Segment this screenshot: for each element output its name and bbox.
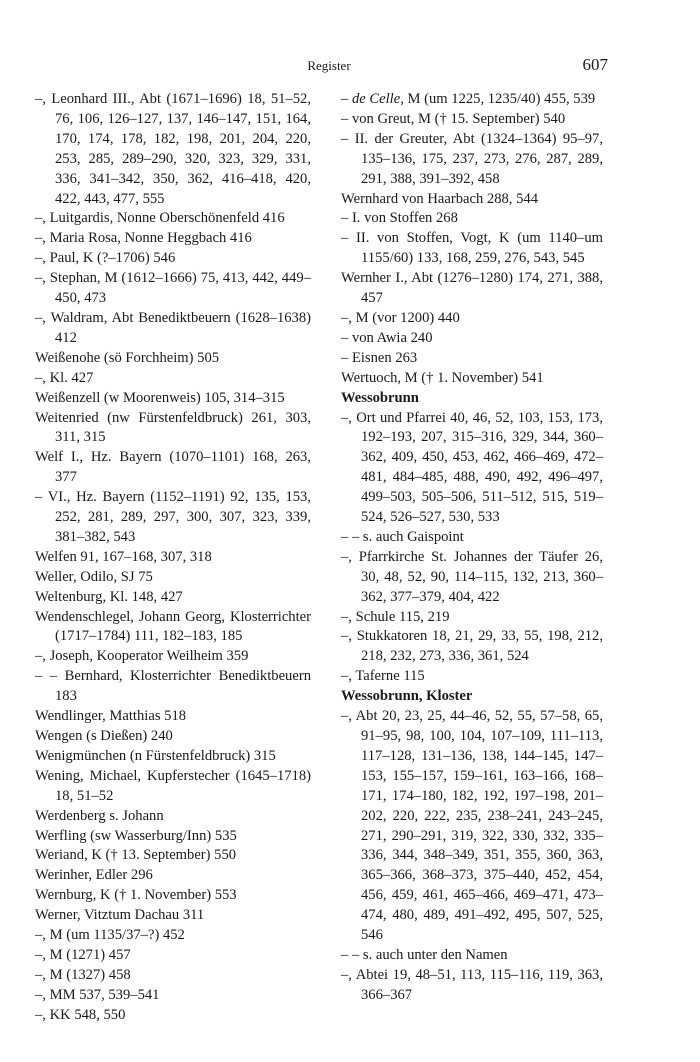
index-subentry: –, M (1271) 457 — [35, 946, 131, 963]
index-column-right — [341, 90, 603, 1006]
index-entry: Wendenschlegel, Johann Georg, Klosterrichter (1717–1784) 111, 182–183, 185 — [35, 608, 311, 645]
index-entry: Wenigmünchen (n Fürstenfeldbruck) 315 — [35, 747, 276, 764]
index-entry: Weitenried (nw Fürstenfeldbruck) 261, 303, 311, 315 — [35, 409, 311, 446]
index-subentry: –, MM 537, 539–541 — [35, 986, 160, 1003]
index-entry: Wernher I., Abt (1276–1280) 174, 271, 388, 457 — [341, 270, 603, 307]
index-entry: Wening, Michael, Kupferstecher (1645–1718) 18, 51–52 — [35, 767, 311, 804]
index-subentry: –, M (1327) 458 — [35, 966, 131, 983]
index-subentry: –, Leonhard III., Abt (1671–1696) 18, 51–52, 76, 106, 126–127, 137, 146–147, 151, 164, 170, 174, 178, 182, 198, 201, 204, 220, 253, 285, 289–290, 320, 323, 329, 331, 336, 341–342, 350, 362, 416–418, 420, 422, 443, 477, 555 — [35, 91, 311, 207]
index-subentry: –, Kl. 427 — [35, 369, 94, 386]
index-subentry: –, M (um 1135/37–?) 452 — [35, 927, 185, 944]
index-heading: Wessobrunn — [341, 389, 419, 406]
index-entry: Weller, Odilo, SJ 75 — [35, 568, 153, 585]
index-subentry: –, Abt 20, 23, 25, 44–46, 52, 55, 57–58, 65, 91–95, 98, 100, 104, 107–109, 111–113, 117–128, 131–136, 138, 144–145, 147–153, 155–157, 159–161, 163–166, 168–171, 174–180, 182, 192, 197–198, 201–202, 220, 222, 235, 238–241, 243–245, 271, 290–291, 319, 322, 330, 332, 335–336, 344, 348–349, 351, 355, 360, 363, 365–366, 368–373, 375–440, 452, 454, 456, 459, 461, 465–466, 469–471, 473–474, 480, 489, 491–492, 495, 507, 525, 546 — [341, 708, 603, 944]
index-subentry: –, Luitgardis, Nonne Oberschönenfeld 416 — [35, 210, 285, 227]
running-head-title: Register — [307, 58, 351, 73]
index-subentry: – von Greut, M († 15. September) 540 — [341, 110, 566, 127]
index-subentry: –, Stephan, M (1612–1666) 75, 413, 442, 449–450, 473 — [35, 270, 311, 307]
index-heading: Wessobrunn, Kloster — [341, 688, 473, 705]
index-subentry: –, Maria Rosa, Nonne Heggbach 416 — [35, 230, 252, 247]
index-subentry: – – s. auch Gaispoint — [341, 528, 464, 545]
index-subentry: – von Awia 240 — [341, 329, 433, 346]
italic-name: de Celle — [351, 91, 401, 107]
running-head — [0, 55, 700, 77]
index-subentry: –, Waldram, Abt Benediktbeuern (1628–1638) 412 — [35, 309, 311, 346]
index-entry: Wengen (s Dießen) 240 — [35, 728, 173, 744]
index-subentry: –, KK 548, 550 — [35, 1006, 126, 1023]
index-entry: Wendlinger, Matthias 518 — [35, 708, 187, 725]
index-subentry: –, Taferne 115 — [341, 668, 425, 685]
index-entry: Weißenzell (w Moorenweis) 105, 314–315 — [35, 389, 285, 406]
index-subentry: – II. der Greuter, Abt (1324–1364) 95–97, 135–136, 175, 237, 273, 276, 287, 289, 291, 388, 391–392, 458 — [341, 130, 603, 187]
index-entry: Welfen 91, 167–168, 307, 318 — [35, 548, 212, 565]
index-entry: Wertuoch, M († 1. November) 541 — [341, 369, 544, 386]
index-column-left — [35, 90, 311, 1026]
index-entry: Werfling (sw Wasserburg/Inn) 535 — [35, 827, 237, 844]
index-entry: Wernhard von Haarbach 288, 544 — [341, 190, 538, 207]
index-subentry: – Eisnen 263 — [341, 349, 418, 366]
index-subentry: –, Stukkatoren 18, 21, 29, 33, 55, 198, 212, 218, 232, 273, 336, 361, 524 — [341, 628, 603, 665]
index-subentry: – – Bernhard, Klosterrichter Benediktbeuern 183 — [35, 668, 311, 705]
index-subentry: – I. von Stoffen 268 — [341, 210, 458, 227]
index-entry: Werner, Vitztum Dachau 311 — [35, 907, 205, 924]
index-subentry: –, Abtei 19, 48–51, 113, 115–116, 119, 363, 366–367 — [341, 966, 603, 1003]
index-entry: Weriand, K († 13. September) 550 — [35, 847, 237, 864]
index-subentry: – de Celle, M (um 1225, 1235/40) 455, 539 — [341, 91, 596, 107]
index-entry: Werdenberg s. Johann — [35, 807, 164, 824]
index-subentry: –, Paul, K (?–1706) 546 — [35, 250, 176, 267]
index-entry: Welf I., Hz. Bayern (1070–1101) 168, 263, 377 — [35, 449, 311, 486]
index-entry: Weltenburg, Kl. 148, 427 — [35, 588, 183, 605]
index-entry: Wernburg, K († 1. November) 553 — [35, 887, 237, 904]
page-number: 607 — [582, 55, 608, 74]
index-subentry: –, Schule 115, 219 — [341, 608, 450, 625]
index-subentry: – – s. auch unter den Namen — [341, 946, 508, 963]
index-entry: Weißenohe (sö Forchheim) 505 — [35, 349, 220, 366]
index-subentry: –, Ort und Pfarrei 40, 46, 52, 103, 153, 173, 192–193, 207, 315–316, 329, 344, 360–362, 409, 450, 453, 462, 466–469, 472–481, 484–485, 488, 490, 492, 496–497, 499–503, 505–506, 511–512, 515, 519–524, 526–527, 530, 533 — [341, 409, 603, 526]
index-subentry: – VI., Hz. Bayern (1152–1191) 92, 135, 153, 252, 281, 289, 297, 300, 307, 323, 339, 381–382, 543 — [35, 489, 311, 545]
index-subentry: –, Joseph, Kooperator Weilheim 359 — [35, 648, 249, 665]
index-entry: Werinher, Edler 296 — [35, 867, 153, 884]
index-subentry: – II. von Stoffen, Vogt, K (um 1140–um 1155/60) 133, 168, 259, 276, 543, 545 — [341, 230, 603, 267]
index-subentry: –, Pfarrkirche St. Johannes der Täufer 26, 30, 48, 52, 90, 114–115, 132, 213, 360–362, 377–379, 404, 422 — [341, 548, 603, 605]
index-subentry: –, M (vor 1200) 440 — [341, 309, 460, 326]
